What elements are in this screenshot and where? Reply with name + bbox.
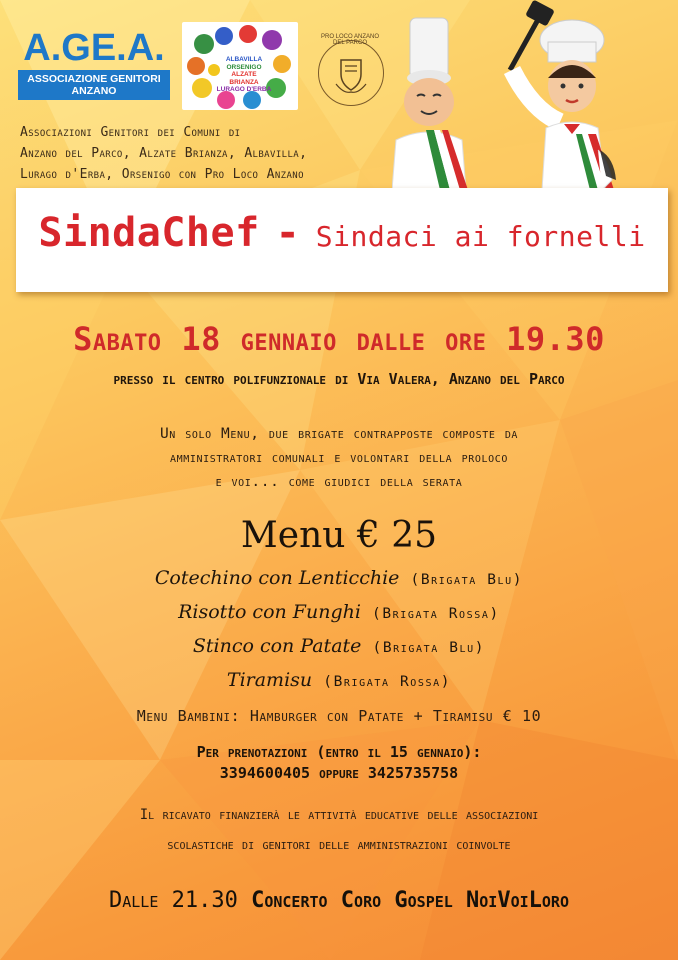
event-venue: presso il centro polifunzionale di Via Valera, Anzano del Parco xyxy=(113,370,565,388)
concert-title: Concerto Coro Gospel NoiVoiLoro xyxy=(251,888,569,913)
concert-line xyxy=(0,888,678,913)
event-title-subtitle: Sindaci ai fornelli xyxy=(315,220,646,253)
agea-logo-subtitle: ASSOCIAZIONE GENITORI ANZANO xyxy=(18,70,170,100)
title-banner xyxy=(16,188,668,292)
menu-item-brigade: (Brigata Blu) xyxy=(410,572,524,588)
proceeds-note xyxy=(20,800,658,860)
menu-item-dish: Tiramisu xyxy=(226,669,313,691)
proloco-seal xyxy=(312,34,388,110)
coat-of-arms-icon xyxy=(334,54,368,94)
chefs-illustration xyxy=(392,0,678,190)
menu-item xyxy=(0,665,678,699)
associations-line: Lurago d'Erba, Orsenigo con Pro Loco Anzano xyxy=(20,167,304,182)
menu-item xyxy=(0,631,678,665)
menu-item-brigade: (Brigata Rossa) xyxy=(372,606,500,622)
menu-list xyxy=(0,563,678,699)
intro-line: e voi... come giudici della serata xyxy=(215,474,463,490)
event-title xyxy=(16,210,668,256)
proceeds-line: Il ricavato finanzierà le attività educative delle associazioni xyxy=(139,807,539,823)
menu-item-dish: Stinco con Patate xyxy=(192,635,362,657)
concert-time: Dalle 21.30 xyxy=(109,888,238,913)
kids-menu: Menu Bambini: Hamburger con Patate + Tiramisu € 10 xyxy=(136,707,542,725)
intro-line: Un solo Menu, due brigate contrapposte composte da xyxy=(159,426,519,442)
menu-item-brigade: (Brigata Blu) xyxy=(372,640,486,656)
associations-text xyxy=(20,122,400,185)
proloco-seal-text: PRO LOCO ANZANO DEL PARCO xyxy=(320,34,379,46)
male-chef-figure xyxy=(392,18,468,190)
intro-line: amministratori comunali e volontari della proloco xyxy=(170,450,508,466)
agea-logo-mark: A.GE.A. xyxy=(23,27,165,69)
booking-info xyxy=(0,742,678,784)
female-chef-figure xyxy=(510,0,616,190)
menu-title: Menu € 25 xyxy=(240,515,438,556)
hands-logo xyxy=(182,22,298,110)
event-title-dash: - xyxy=(275,210,300,256)
proceeds-line: scolastiche di genitori delle amministrazioni coinvolte xyxy=(167,837,511,853)
event-title-main: SindaChef xyxy=(38,210,260,256)
menu-item xyxy=(0,563,678,597)
menu-item-dish: Risotto con Funghi xyxy=(178,601,361,623)
booking-phones: 3394600405 oppure 3425735758 xyxy=(219,764,459,782)
associations-line: Associazioni Genitori dei Comuni di xyxy=(20,125,241,140)
menu-item-dish: Cotechino con Lenticchie xyxy=(154,567,400,589)
hands-logo-text: ALBAVILLA ORSENIGO ALZATE BRIANZA LURAGO D'ERBA xyxy=(216,56,272,93)
menu-item-brigade: (Brigata Rossa) xyxy=(323,674,452,690)
booking-heading: Per prenotazioni (entro il 15 gennaio): xyxy=(196,743,482,761)
agea-logo xyxy=(18,28,170,100)
intro-text xyxy=(40,422,638,494)
menu-item xyxy=(0,597,678,631)
associations-line: Anzano del Parco, Alzate Brianza, Albavilla, xyxy=(20,146,308,161)
event-date: Sabato 18 gennaio dalle ore 19.30 xyxy=(73,320,605,358)
